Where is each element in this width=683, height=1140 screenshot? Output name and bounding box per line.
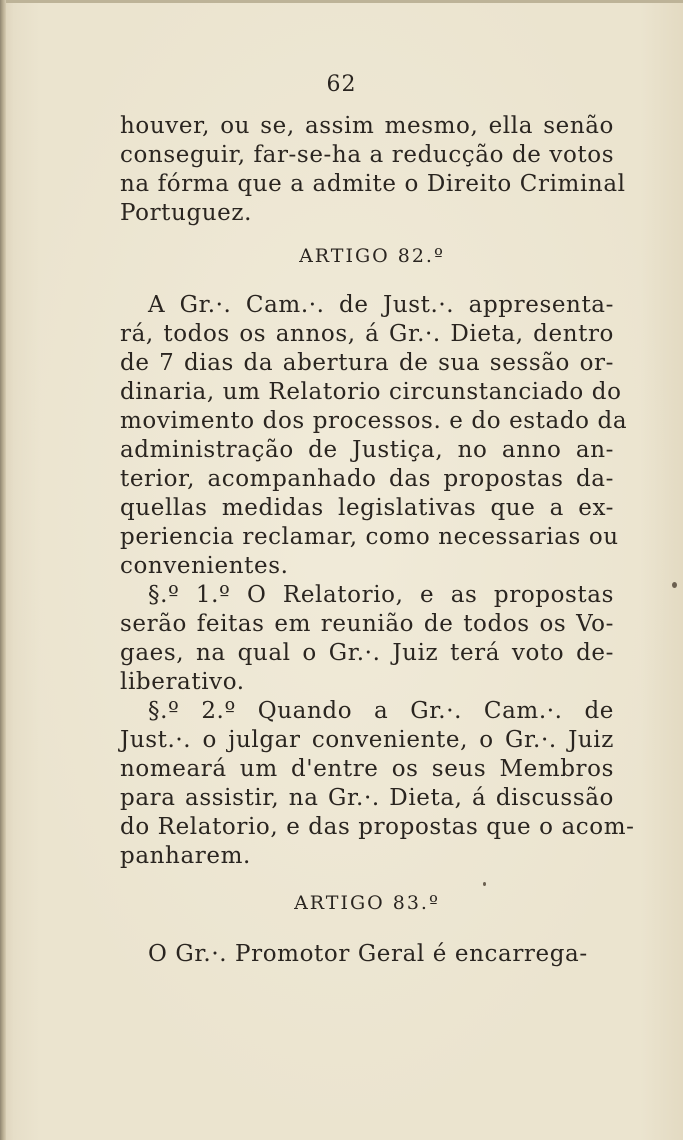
text-line: quellas medidas legislativas que a ex- [120, 495, 614, 521]
text-line: nomeará um d'entre os seus Membros [120, 756, 614, 782]
article-82-heading: ARTIGO 82.º [299, 245, 445, 267]
text-line: movimento dos processos. e do estado da [120, 408, 628, 434]
paragraph-continuation [120, 112, 626, 228]
text-line: conseguir, far-se-ha a reducção de votos [120, 142, 615, 168]
text-line: houver, ou se, assim mesmo, ella senão [120, 113, 614, 139]
ink-speck [672, 582, 677, 588]
text-line: para assistir, na Gr.·. Dieta, á discussão [120, 785, 614, 811]
page-text [120, 112, 635, 969]
page-binding-edge [0, 0, 6, 1140]
text-line: na fórma que a admite o Direito Criminal [120, 171, 626, 197]
text-line: serão feitas em reunião de todos os Vo- [120, 611, 614, 637]
text-line: Just.·. o julgar conveniente, o Gr.·. Juiz [120, 727, 614, 753]
article-82-body [120, 291, 628, 581]
text-line: O Gr.·. Promotor Geral é encarrega- [148, 941, 588, 967]
page-top-edge [0, 0, 683, 3]
text-line: A Gr.·. Cam.·. de Just.·. appresenta- [148, 292, 614, 318]
text-line: liberativo. [120, 669, 245, 695]
article-83-body [120, 940, 614, 969]
text-line: rá, todos os annos, á Gr.·. Dieta, dentro [120, 321, 614, 347]
text-line: de 7 dias da abertura de sua sessão or- [120, 350, 614, 376]
text-line: convenientes. [120, 553, 289, 579]
page-number: 62 [326, 72, 357, 97]
article-83-heading: ARTIGO 83.º [294, 892, 440, 914]
text-line: §.º 2.º Quando a Gr.·. Cam.·. de [148, 698, 614, 724]
text-line: dinaria, um Relatorio circunstanciado do [120, 379, 622, 405]
text-line: gaes, na qual o Gr.·. Juiz terá voto de- [120, 640, 614, 666]
text-line: do Relatorio, e das propostas que o acom- [120, 814, 635, 840]
text-line: terior, acompanhado das propostas da- [120, 466, 614, 492]
text-line: panharem. [120, 843, 251, 869]
text-line: Portuguez. [120, 200, 253, 226]
article-82-paragraph-1 [120, 581, 614, 697]
article-82-paragraph-2 [120, 697, 635, 871]
text-line: periencia reclamar, como necessarias ou [120, 524, 619, 550]
ink-speck [483, 882, 486, 886]
text-line: administração de Justiça, no anno an- [120, 437, 614, 463]
text-line: §.º 1.º O Relatorio, e as propostas [148, 582, 614, 608]
